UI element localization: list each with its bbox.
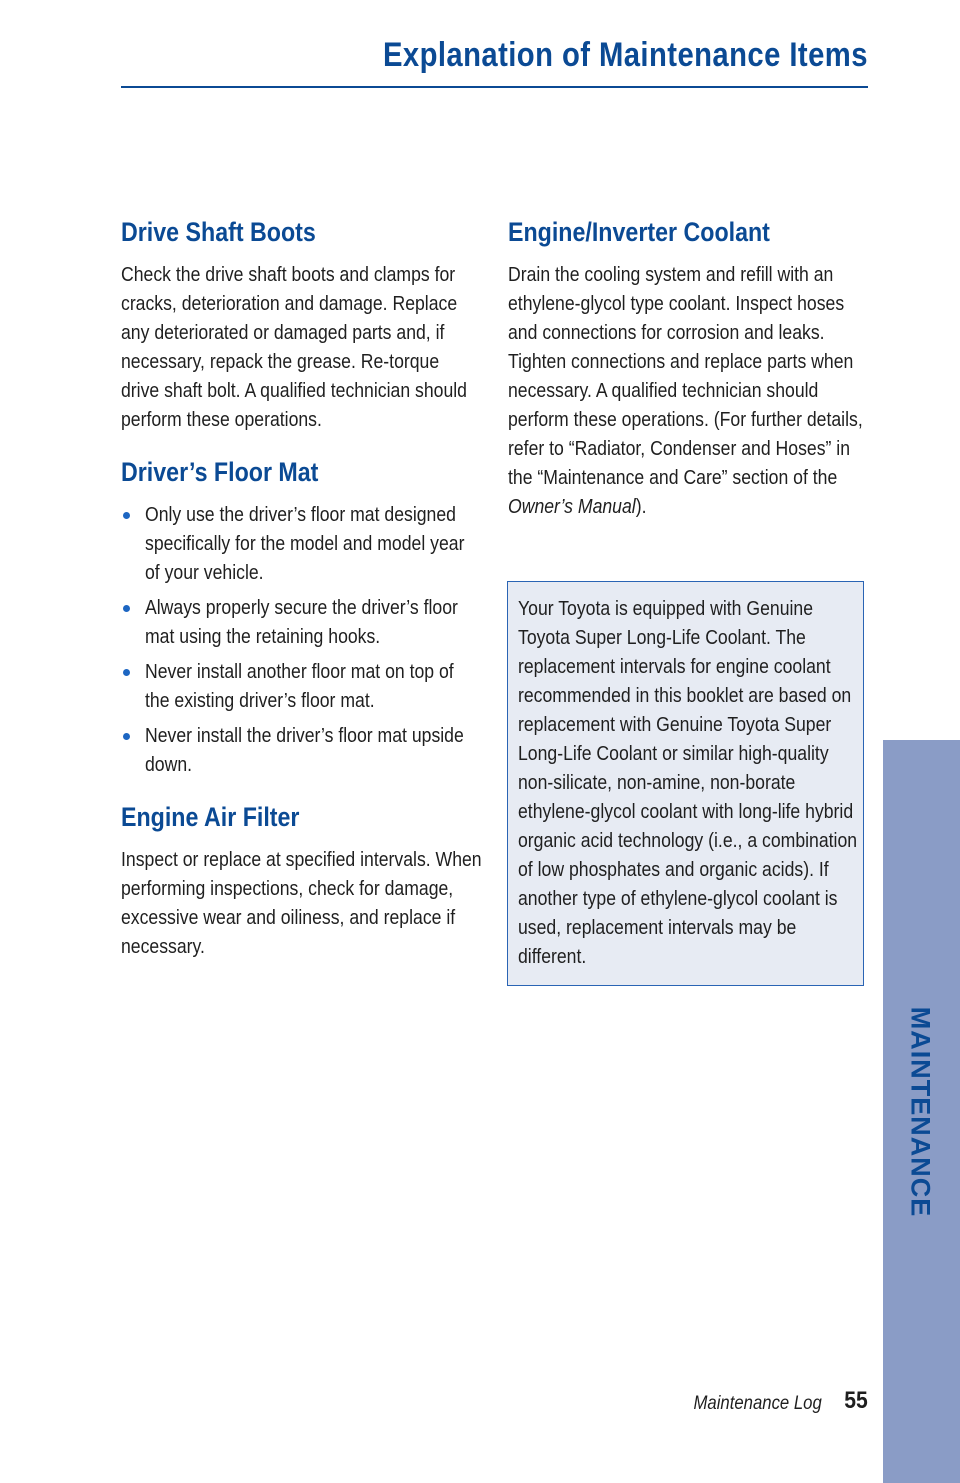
section-drivers-floor-mat (121, 454, 481, 779)
list-item (121, 593, 481, 651)
bullet-dot-icon (123, 669, 130, 676)
side-tab-label: MAINTENANCE (905, 1006, 936, 1218)
bullet-list (121, 500, 481, 779)
section-engine-air-filter (121, 799, 481, 961)
page-number: 55 (844, 1387, 868, 1414)
left-column (121, 214, 481, 981)
section-heading: Engine/Inverter Coolant (508, 217, 770, 247)
section-heading: Driver’s Floor Mat (121, 457, 319, 487)
section-body: Check the drive shaft boots and clamps for cracks, deterioration and damage. Replace any deteriorated or damaged parts and, if necessary, repack the grease. Re-torque drive shaft bolt. A qualified technician should perform these operations. (121, 263, 467, 431)
list-item (121, 657, 481, 715)
list-item-text: Only use the driver’s floor mat designed specifically for the model and model year of your vehicle. (145, 503, 465, 584)
coolant-body-text: Drain the cooling system and refill with an ethylene-glycol type coolant. Inspect hoses and connections for corrosion and leaks. Tighten connections and replace parts when necessary. A qualified technician should perform these operations. (For further details, refer to “Radiator, Condenser and Hoses” in the “Maintenance and Care” section of the (508, 263, 863, 489)
coolant-body-end: ). (635, 495, 647, 518)
list-item-text: Never install another floor mat on top of the existing driver’s floor mat. (145, 660, 454, 712)
list-item-text: Never install the driver’s floor mat upside down. (145, 724, 464, 776)
page-title: Explanation of Maintenance Items (383, 36, 868, 74)
section-heading: Engine Air Filter (121, 802, 300, 832)
right-column (508, 214, 868, 541)
list-item (121, 721, 481, 779)
section-drive-shaft-boots (121, 214, 481, 434)
section-heading: Drive Shaft Boots (121, 217, 316, 247)
section-body: Inspect or replace at specified intervals. When performing inspections, check for damage, excessive wear and oiliness, and replace if necessary. (121, 848, 482, 958)
note-text: Your Toyota is equipped with Genuine Toyota Super Long-Life Coolant. The replacement intervals for engine coolant recommended in this booklet are based on replacement with Genuine Toyota Super Long-Life Coolant or similar high-quality non-silicate, non-amine, non-borate ethylene-glycol coolant with long-life hybrid organic acid technology (i.e., a combination of low phosphates and organic acids). If another type of ethylene-glycol coolant is used, replacement intervals may be different. (518, 597, 858, 968)
title-divider (121, 86, 868, 88)
owners-manual-reference: Owner’s Manual (508, 495, 636, 518)
bullet-dot-icon (123, 605, 130, 612)
footer-label: Maintenance Log (693, 1393, 822, 1414)
bullet-dot-icon (123, 512, 130, 519)
coolant-note-box (507, 581, 864, 986)
list-item-text: Always properly secure the driver’s floor mat using the retaining hooks. (145, 596, 458, 648)
list-item (121, 500, 481, 587)
section-body (508, 260, 869, 521)
bullet-dot-icon (123, 733, 130, 740)
section-engine-inverter-coolant (508, 214, 868, 521)
